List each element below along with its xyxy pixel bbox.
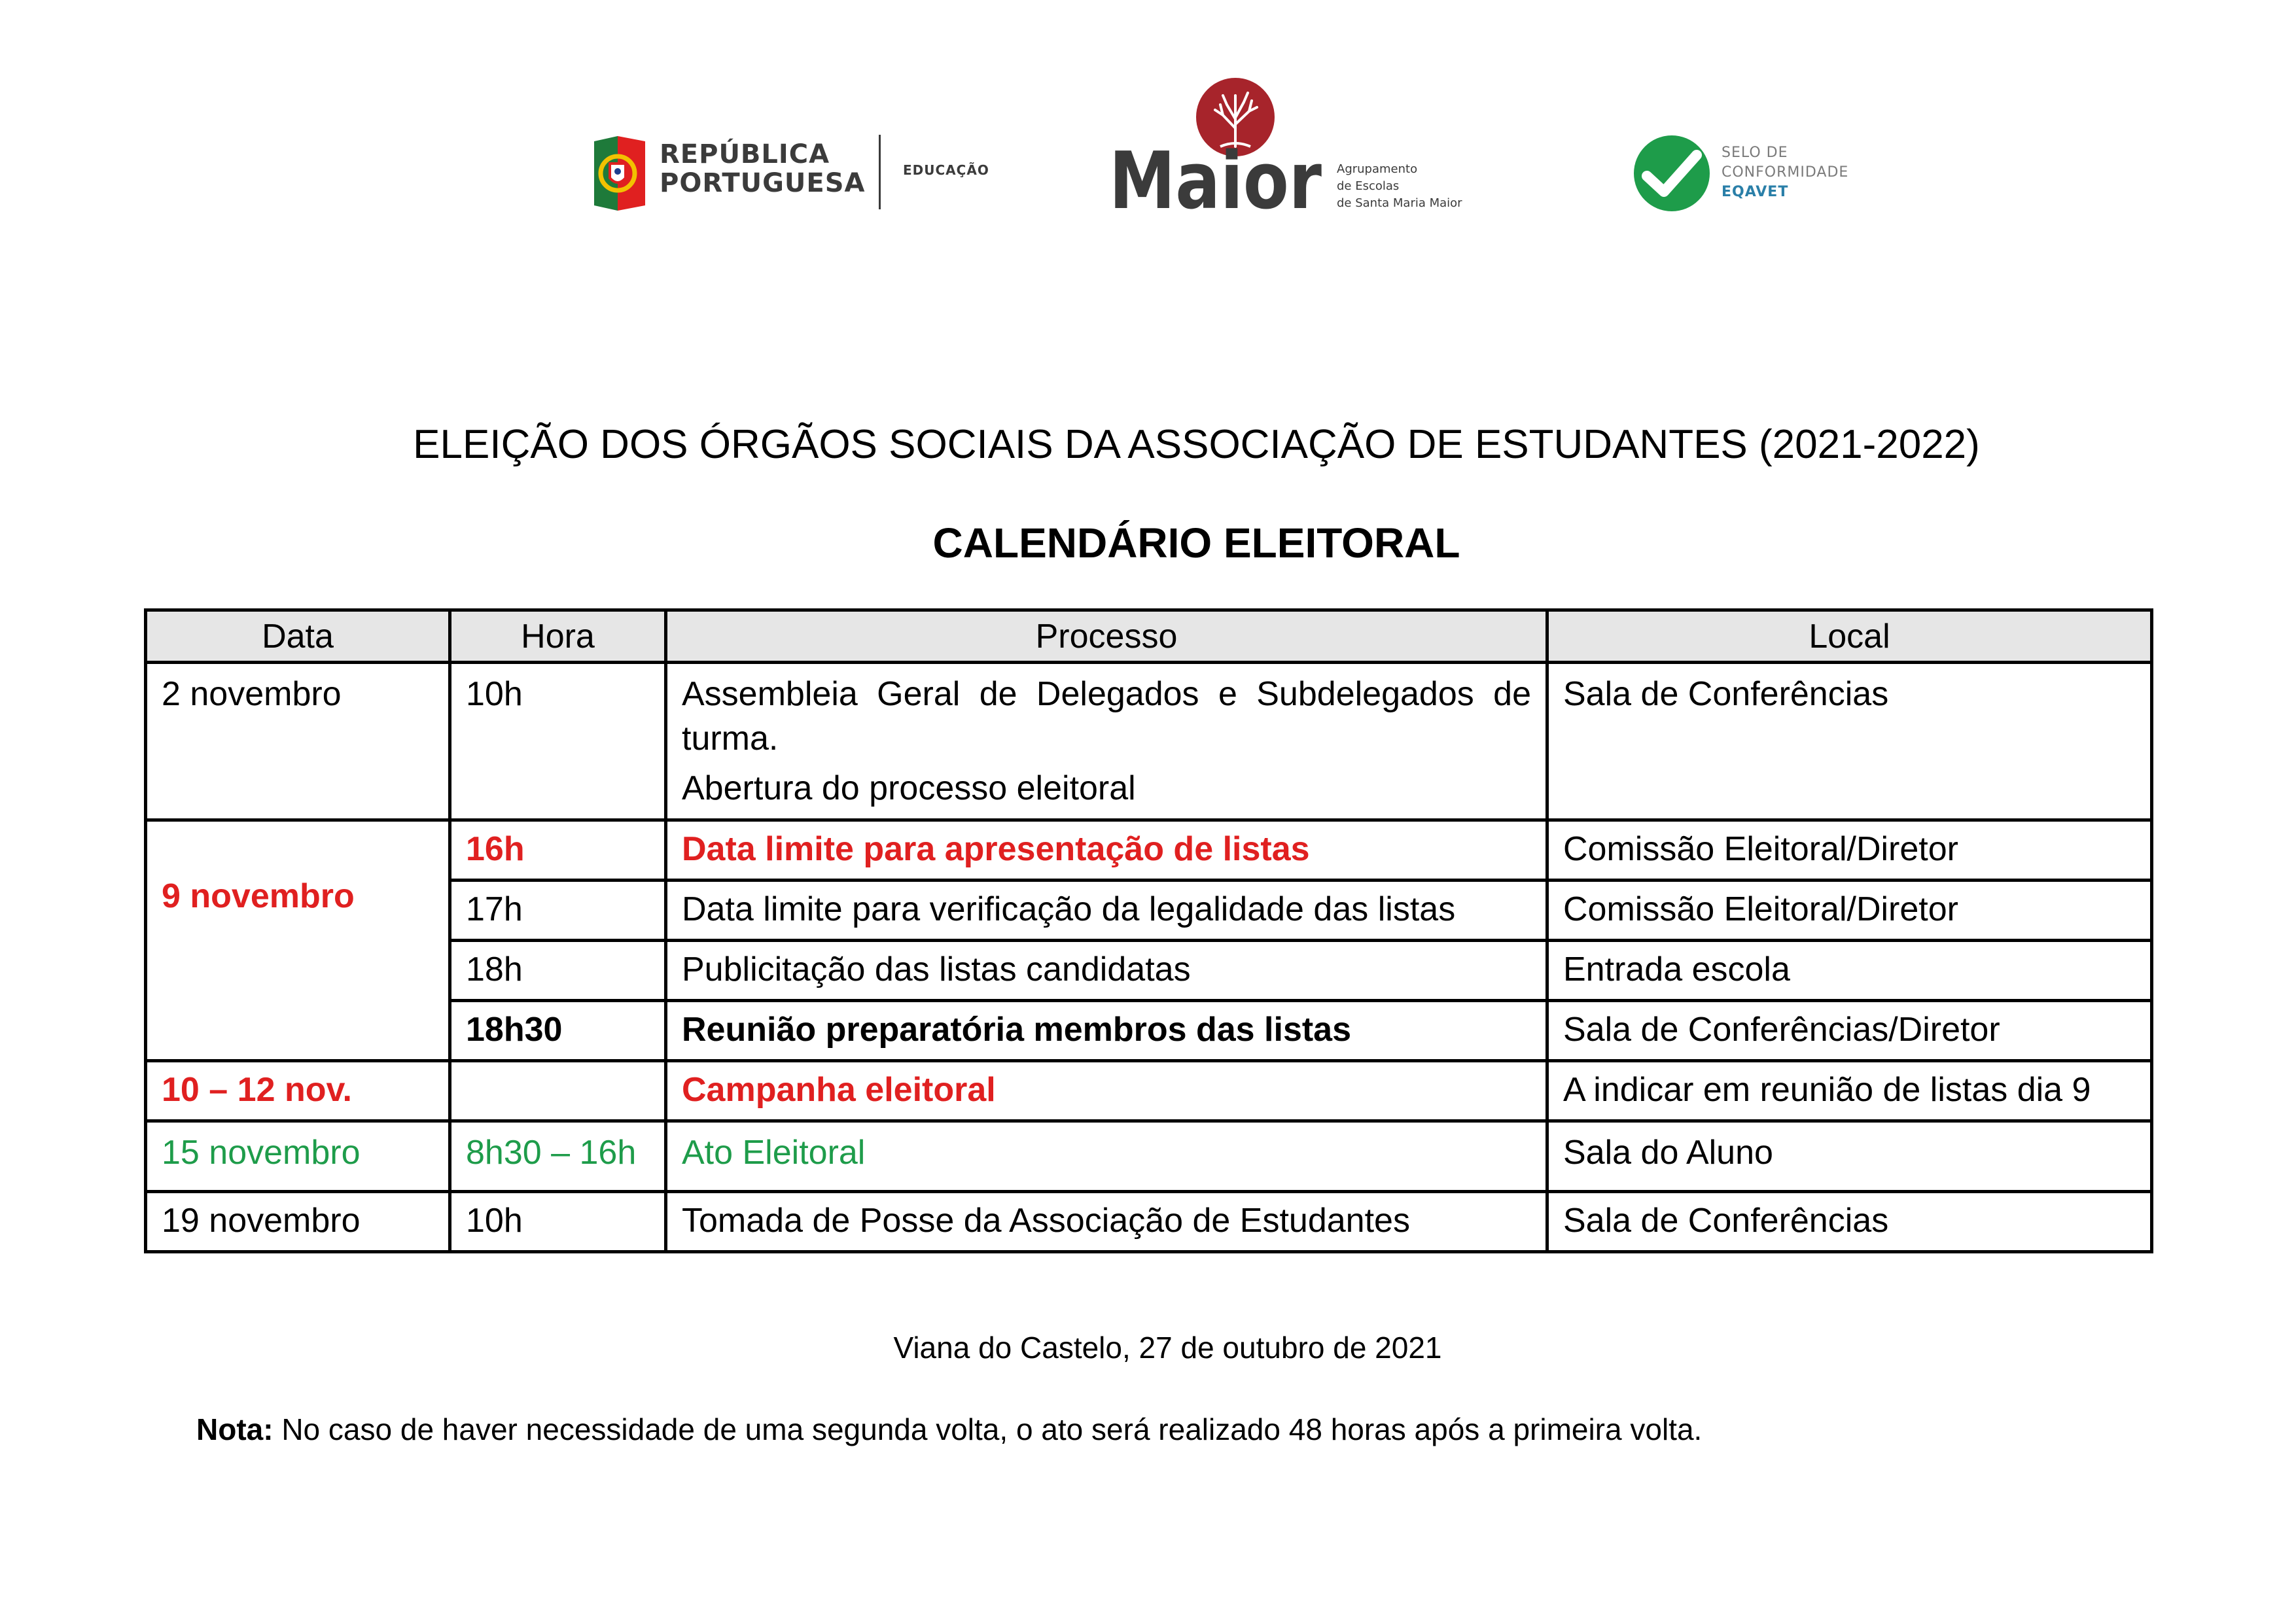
maior-subtitle xyxy=(1337,161,1462,212)
header-data: Data xyxy=(146,610,450,663)
portuguesa-line: PORTUGUESA xyxy=(660,168,866,198)
cell-local: Sala de Conferências/Diretor xyxy=(1547,1001,2152,1061)
maior-logo xyxy=(1109,76,1475,224)
footnote xyxy=(196,1410,1702,1449)
svg-text:Maior: Maior xyxy=(1109,145,1322,224)
cell-local: Sala do Aluno xyxy=(1547,1121,2152,1192)
note-text: No caso de haver necessidade de uma segunda volta, o ato será realizado 48 horas após a primeira volta. xyxy=(273,1412,1703,1446)
cell-data: 19 novembro xyxy=(146,1192,450,1252)
eqavet-line1: SELO DE xyxy=(1722,145,1788,161)
cell-local: Sala de Conferências xyxy=(1547,1192,2152,1252)
cell-hora: 17h xyxy=(450,881,666,941)
republica-portuguesa-logo xyxy=(588,131,989,216)
eqavet-line2: CONFORMIDADE xyxy=(1722,164,1849,181)
processo-line: Abertura do processo eleitoral xyxy=(682,769,1136,807)
cell-processo: Data limite para apresentação de listas xyxy=(666,820,1547,881)
table-row xyxy=(146,1061,2152,1121)
calendar-title: CALENDÁRIO ELEITORAL xyxy=(932,519,1460,567)
processo-line: Assembleia Geral de Delegados e Subdelegados de turma. xyxy=(682,675,1531,758)
cell-processo: Tomada de Posse da Associação de Estudantes xyxy=(666,1192,1547,1252)
cell-processo: Reunião preparatória membros das listas xyxy=(666,1001,1547,1061)
cell-local: Sala de Conferências xyxy=(1547,663,2152,820)
republica-portuguesa-wordmark xyxy=(660,140,866,198)
cell-data: 2 novembro xyxy=(146,663,450,820)
cell-processo: Publicitação das listas candidatas xyxy=(666,941,1547,1001)
cell-hora: 8h30 – 16h xyxy=(450,1121,666,1192)
republica-line: REPÚBLICA xyxy=(660,139,830,169)
cell-hora: 16h xyxy=(450,820,666,881)
checkmark-seal-icon xyxy=(1633,134,1711,213)
note-label: Nota: xyxy=(196,1412,274,1446)
cell-hora: 18h xyxy=(450,941,666,1001)
cell-hora: 18h30 xyxy=(450,1001,666,1061)
cell-processo: Data limite para verificação da legalidade das listas xyxy=(666,881,1547,941)
eqavet-text xyxy=(1722,143,1848,202)
cell-data-merged: 9 novembro xyxy=(146,820,450,1061)
header-processo: Processo xyxy=(666,610,1547,663)
cell-processo: Ato Eleitoral xyxy=(666,1121,1547,1192)
cell-local: Comissão Eleitoral/Diretor xyxy=(1547,820,2152,881)
header-hora: Hora xyxy=(450,610,666,663)
cell-processo xyxy=(666,663,1547,820)
cell-local: Entrada escola xyxy=(1547,941,2152,1001)
cell-data: 15 novembro xyxy=(146,1121,450,1192)
maior-wordmark xyxy=(1109,145,1325,224)
logo-divider xyxy=(879,135,881,209)
maior-sub-line2: de Escolas xyxy=(1337,179,1400,193)
maior-sub-line3: de Santa Maria Maior xyxy=(1337,196,1462,210)
cell-processo: Campanha eleitoral xyxy=(666,1061,1547,1121)
portuguese-flag-icon xyxy=(588,135,650,212)
cell-local: A indicar em reunião de listas dia 9 xyxy=(1547,1061,2152,1121)
table-header-row xyxy=(146,610,2152,663)
cell-hora: 10h xyxy=(450,1192,666,1252)
place-and-date: Viana do Castelo, 27 de outubro de 2021 xyxy=(893,1331,1442,1365)
cell-local: Comissão Eleitoral/Diretor xyxy=(1547,881,2152,941)
ministry-label: EDUCAÇÃO xyxy=(903,162,989,178)
page-title: ELEIÇÃO DOS ÓRGÃOS SOCIAIS DA ASSOCIAÇÃO DE ESTUDANTES (2021-2022) xyxy=(413,422,1980,467)
table-row xyxy=(146,1192,2152,1252)
cell-hora: 10h xyxy=(450,663,666,820)
table-row xyxy=(146,820,2152,881)
cell-hora xyxy=(450,1061,666,1121)
table-row xyxy=(146,663,2152,820)
table-row xyxy=(146,1121,2152,1192)
header-local: Local xyxy=(1547,610,2152,663)
eqavet-logo xyxy=(1633,134,1907,215)
cell-data: 10 – 12 nov. xyxy=(146,1061,450,1121)
eqavet-brand: EQAVET xyxy=(1722,184,1789,200)
maior-sub-line1: Agrupamento xyxy=(1337,162,1418,176)
electoral-calendar-table xyxy=(144,608,2153,1253)
